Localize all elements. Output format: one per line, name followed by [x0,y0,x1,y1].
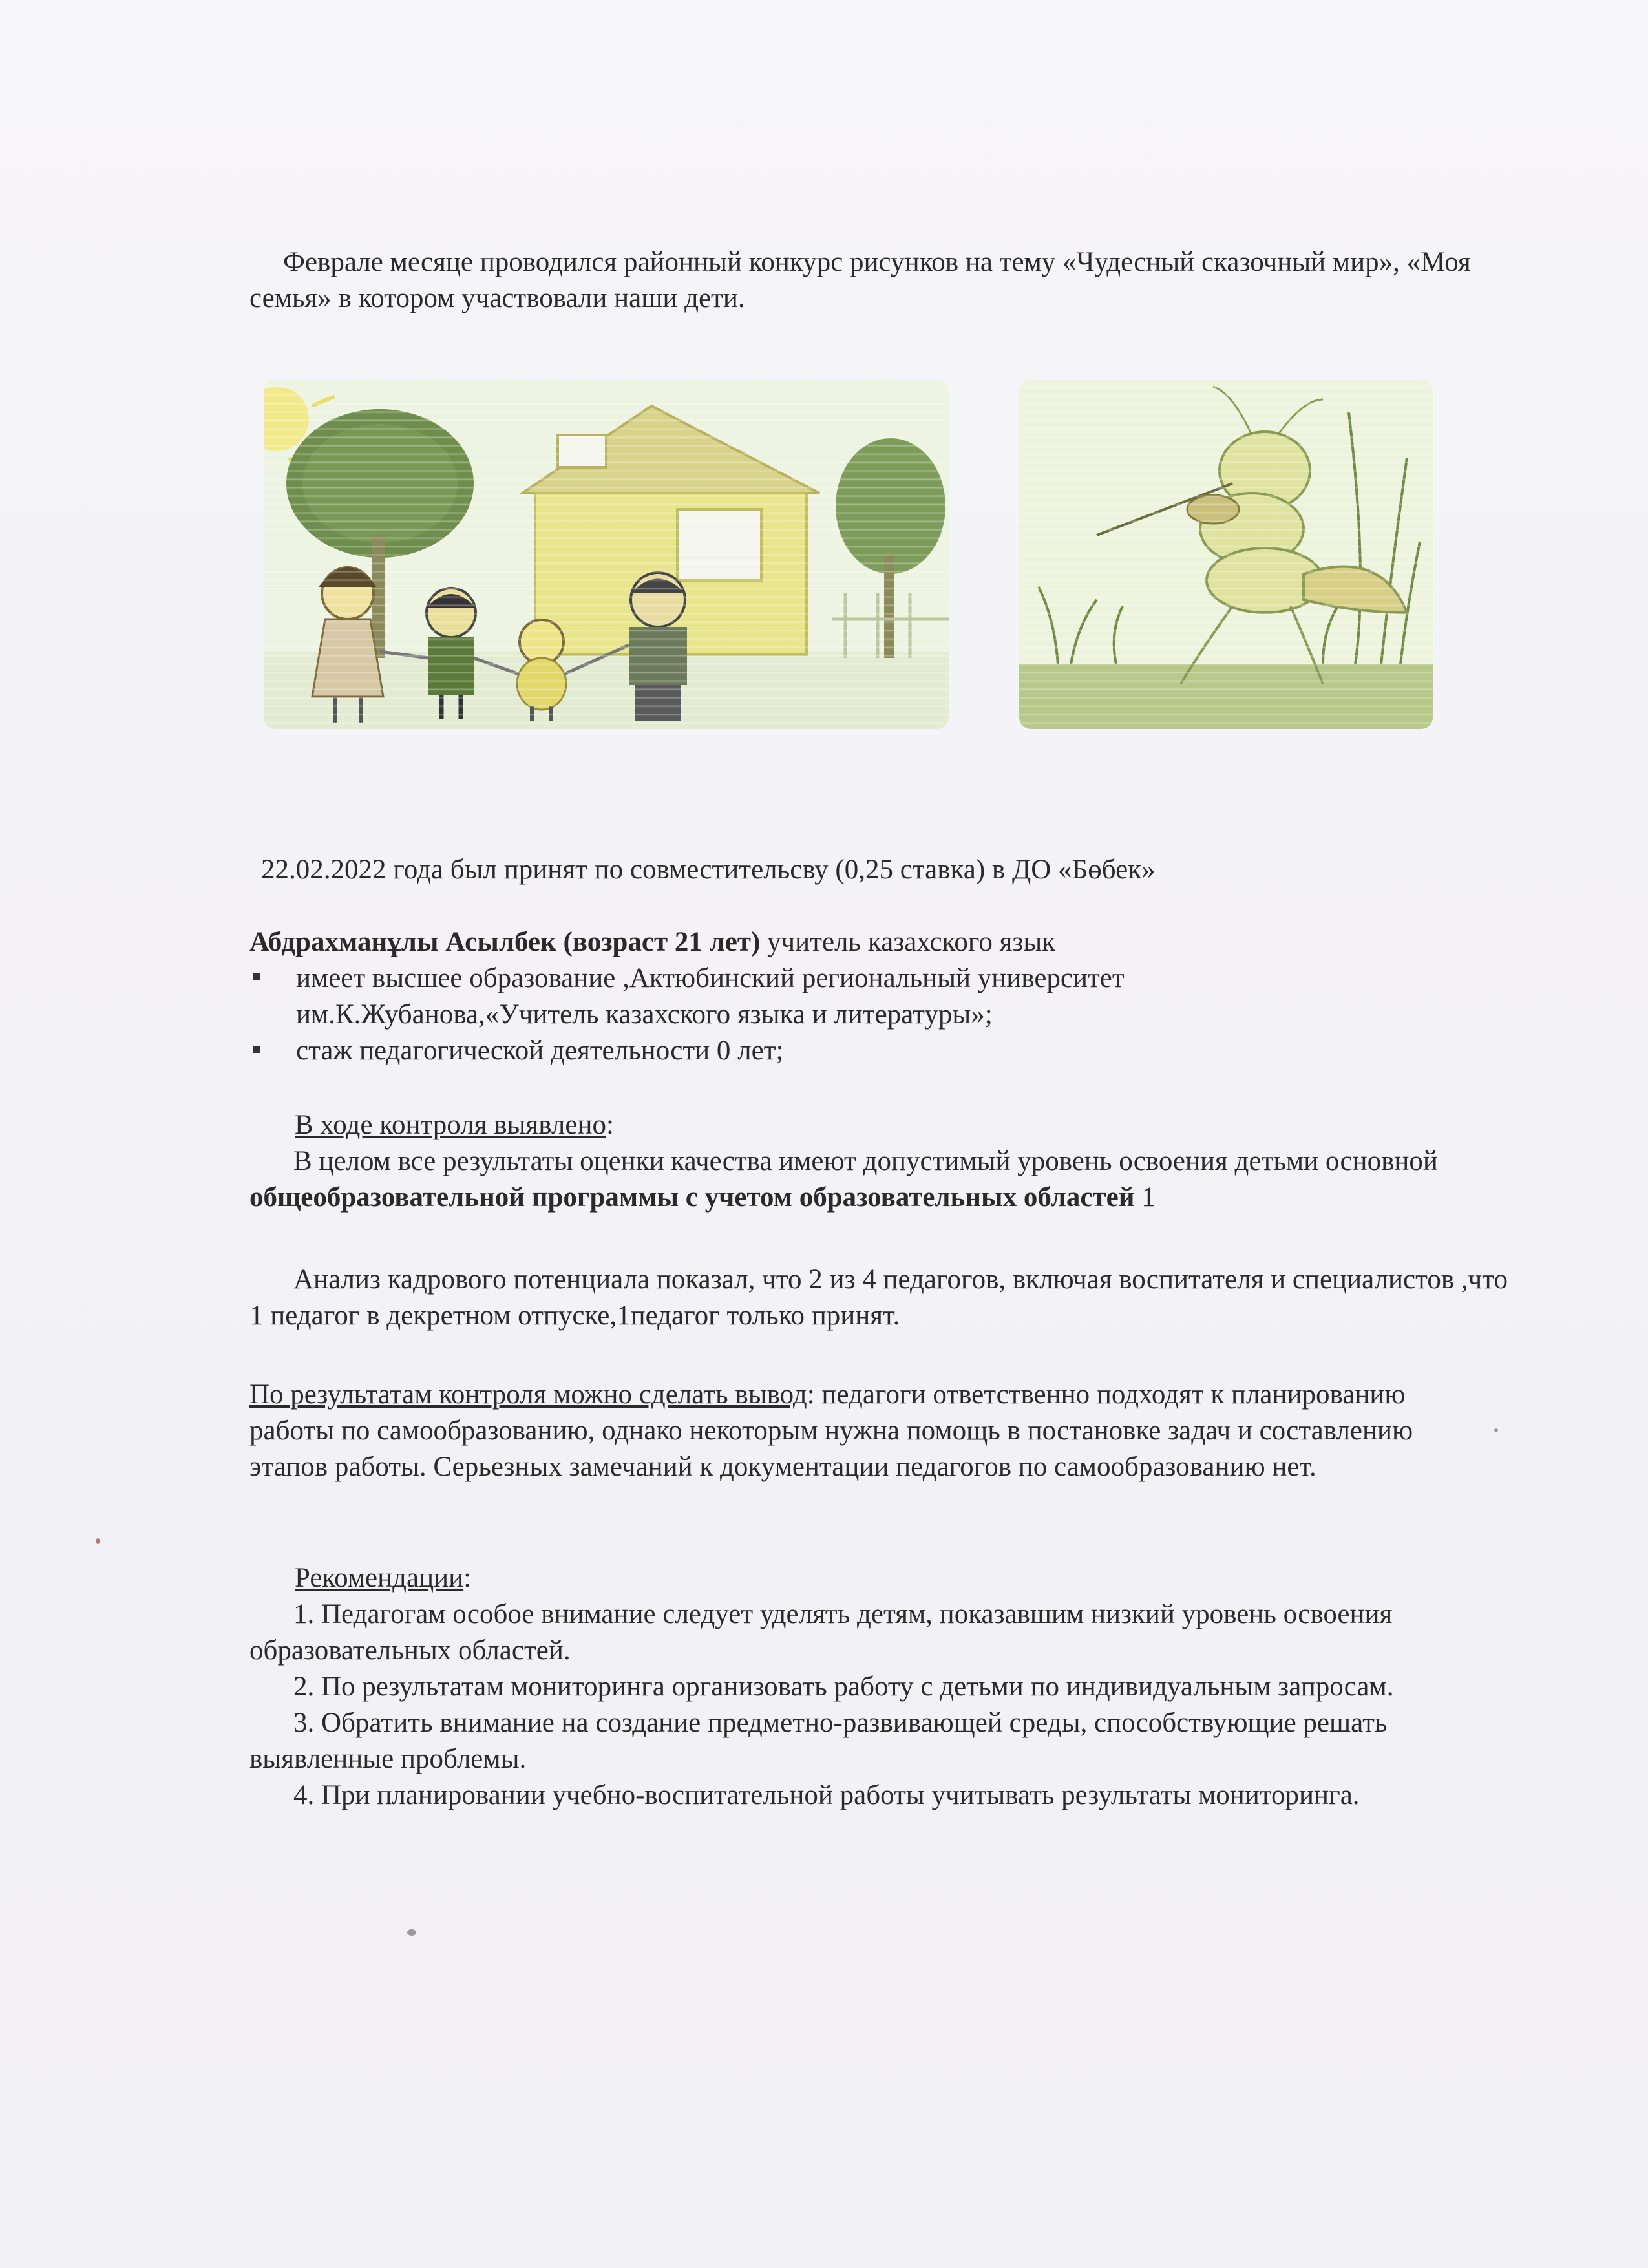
list-item: 2. По результатам мониторинга организовать работу с детьми по индивидуальным запросам. [293,1671,1394,1702]
hire-date-line: 22.02.2022 года был принят по совместительсву (0,25 ставка) в ДО «Бөбек» [261,854,1156,885]
intro-section [249,244,1516,317]
list-item: 3. Обратить внимание на создание предметно-развивающей среды, способствующие решать выявленные проблемы. [249,1708,1388,1774]
grasshopper-violin-drawing-icon [1019,380,1433,729]
control-heading: В ходе контроля выявлено: [295,1110,614,1140]
recommendations-heading: Рекомендации: [295,1563,472,1593]
analysis-section [249,1262,1516,1334]
list-item: стаж педагогической деятельности 0 лет; [249,1033,1296,1069]
teacher-name: Абдрахманұлы Асылбек (возраст 21 лет) [249,927,761,957]
scan-speck [1494,1428,1498,1432]
conclusion-section [249,1377,1477,1485]
scan-speck [96,1538,100,1544]
list-item: 4. При планировании учебно-воспитательной работы учитывать результаты мониторинга. [293,1780,1360,1810]
intro-paragraph: Феврале месяце проводился районный конкурс рисунков на тему «Чудесный сказочный мир», «Моя семья» в котором участвовали наши дети. [249,247,1471,313]
control-section [249,1107,1516,1216]
teacher-role: учитель казахского язык [760,927,1056,957]
recommendations-section [249,1560,1516,1814]
list-item: имеет высшее образование ,Актюбинский региональный университет им.К.Жубанова,«Учитель казахского языка и литературы»; [249,960,1296,1033]
list-item: 1. Педагогам особое внимание следует уделять детям, показавшим низкий уровень освоения образовательных областей. [249,1599,1393,1666]
family-house-drawing-icon [264,380,949,729]
analysis-paragraph: Анализ кадрового потенциала показал, что 2 из 4 педагогов, включая воспитателя и специалистов ,что 1 педагог в декретном отпуске,1педагог только принят. [249,1264,1508,1331]
hire-section [249,852,1516,1069]
control-paragraph: В целом все результаты оценки качества имеют допустимый уровень освоения детьми основной общеобразовательной программы с учетом образовательных областей 1 [249,1146,1438,1213]
scan-speck [407,1929,416,1936]
teacher-line [249,924,1516,960]
teacher-details-list [249,960,1296,1069]
conclusion-paragraph: По результатам контроля можно сделать вывод: педагоги ответственно подходят к планированию работы по самообразованию, однако некоторым нужна помощь в постановке задач и составлению этапов работы. Серьезных замечаний к документации педагогов по самообразованию нет. [249,1379,1413,1482]
